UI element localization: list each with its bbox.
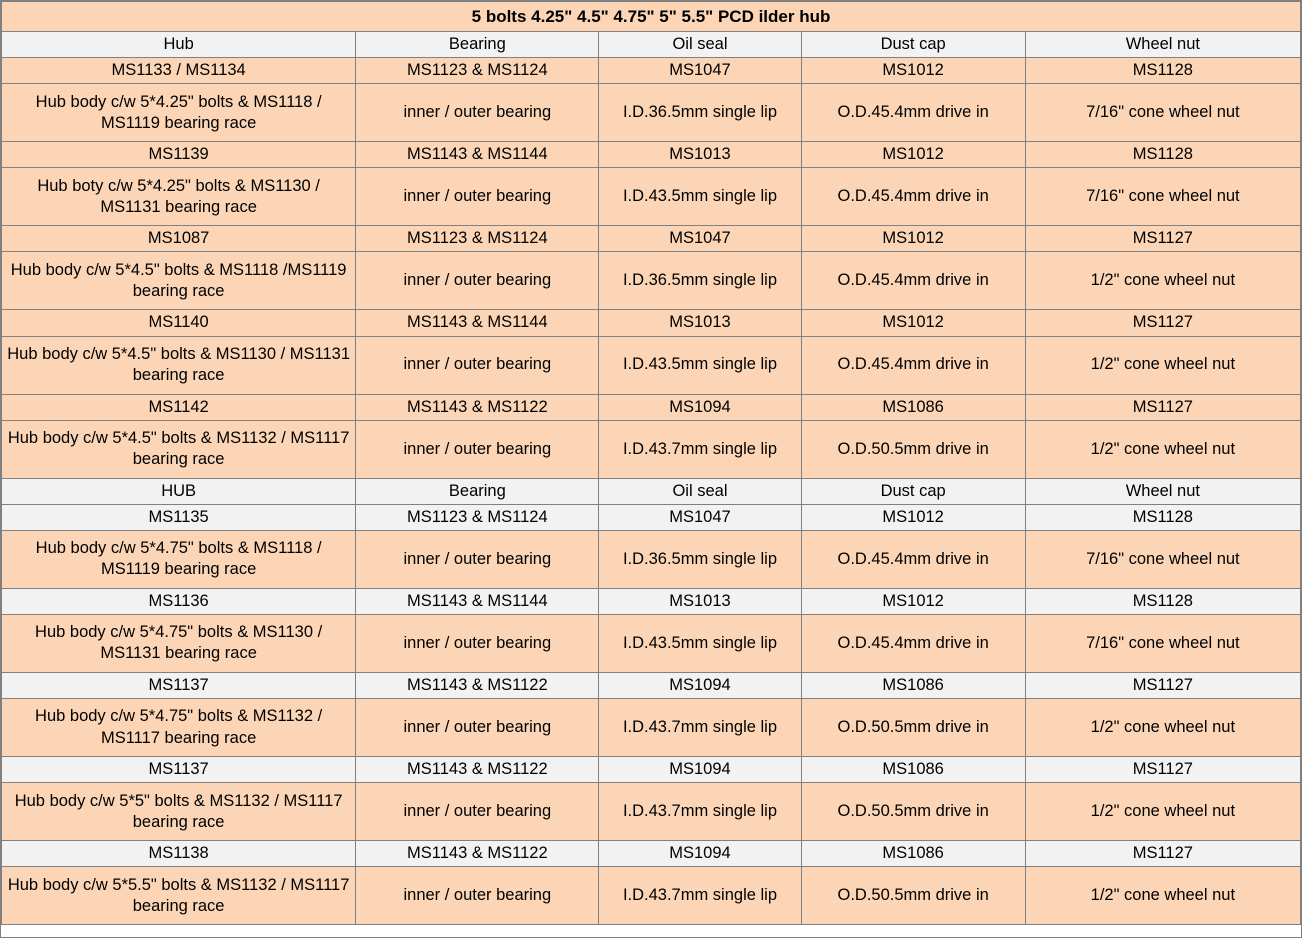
column-header-row <box>2 478 1301 504</box>
table-cell[interactable]: MS1047 <box>599 226 801 252</box>
table-cell[interactable]: 1/2" cone wheel nut <box>1025 699 1300 757</box>
description-row <box>2 336 1301 394</box>
part-code-row <box>2 588 1301 614</box>
part-code-row <box>2 841 1301 867</box>
table-cell[interactable]: Bearing <box>356 478 599 504</box>
table-cell[interactable]: MS1012 <box>801 226 1025 252</box>
table-cell[interactable]: MS1137 <box>2 672 356 698</box>
table-cell[interactable]: MS1143 & MS1144 <box>356 588 599 614</box>
table-cell[interactable]: MS1086 <box>801 841 1025 867</box>
table-body <box>2 2 1301 925</box>
table-cell[interactable]: MS1128 <box>1025 588 1300 614</box>
table-cell[interactable]: MS1012 <box>801 310 1025 336</box>
hub-spec-table <box>1 1 1301 925</box>
part-code-row <box>2 226 1301 252</box>
table-cell[interactable]: MS1094 <box>599 841 801 867</box>
table-cell[interactable]: O.D.50.5mm drive in <box>801 420 1025 478</box>
table-cell[interactable]: MS1087 <box>2 226 356 252</box>
table-cell[interactable]: MS1139 <box>2 142 356 168</box>
table-cell[interactable]: inner / outer bearing <box>356 336 599 394</box>
part-code-row <box>2 142 1301 168</box>
table-cell[interactable]: MS1086 <box>801 757 1025 783</box>
table-cell[interactable]: MS1143 & MS1122 <box>356 672 599 698</box>
table-cell[interactable]: MS1140 <box>2 310 356 336</box>
table-cell[interactable]: MS1012 <box>801 588 1025 614</box>
table-cell[interactable]: Oil seal <box>599 478 801 504</box>
table-cell[interactable]: Hub <box>2 32 356 58</box>
table-cell[interactable]: 1/2" cone wheel nut <box>1025 252 1300 310</box>
table-cell[interactable]: HUB <box>2 478 356 504</box>
table-cell[interactable]: inner / outer bearing <box>356 84 599 142</box>
table-title-row <box>2 2 1301 32</box>
table-cell[interactable]: O.D.50.5mm drive in <box>801 867 1025 925</box>
table-cell[interactable]: MS1086 <box>801 394 1025 420</box>
table-cell[interactable]: MS1094 <box>599 394 801 420</box>
description-row <box>2 783 1301 841</box>
table-cell[interactable]: MS1143 & MS1144 <box>356 310 599 336</box>
table-cell[interactable]: MS1094 <box>599 757 801 783</box>
table-cell[interactable]: MS1127 <box>1025 841 1300 867</box>
table-cell[interactable]: inner / outer bearing <box>356 252 599 310</box>
table-cell[interactable]: 7/16" cone wheel nut <box>1025 168 1300 226</box>
table-cell[interactable]: I.D.43.5mm single lip <box>599 336 801 394</box>
table-cell[interactable]: I.D.43.7mm single lip <box>599 699 801 757</box>
column-header-row <box>2 32 1301 58</box>
table-cell[interactable]: MS1047 <box>599 504 801 530</box>
table-cell[interactable]: MS1143 & MS1122 <box>356 841 599 867</box>
table-cell[interactable]: I.D.43.7mm single lip <box>599 867 801 925</box>
table-cell[interactable]: Dust cap <box>801 478 1025 504</box>
table-cell[interactable]: MS1128 <box>1025 142 1300 168</box>
table-cell[interactable]: inner / outer bearing <box>356 168 599 226</box>
table-cell[interactable]: Bearing <box>356 32 599 58</box>
table-cell[interactable]: I.D.43.7mm single lip <box>599 783 801 841</box>
table-cell[interactable]: inner / outer bearing <box>356 699 599 757</box>
table-cell[interactable]: I.D.36.5mm single lip <box>599 530 801 588</box>
table-cell[interactable]: 1/2" cone wheel nut <box>1025 420 1300 478</box>
description-row <box>2 84 1301 142</box>
table-cell[interactable]: inner / outer bearing <box>356 783 599 841</box>
table-cell[interactable]: Hub body c/w 5*5" bolts & MS1132 / MS1117 bearing race <box>2 783 356 841</box>
table-cell[interactable]: 1/2" cone wheel nut <box>1025 867 1300 925</box>
table-cell[interactable]: I.D.43.5mm single lip <box>599 168 801 226</box>
part-code-row <box>2 672 1301 698</box>
table-cell[interactable]: MS1128 <box>1025 504 1300 530</box>
table-cell[interactable]: MS1128 <box>1025 58 1300 84</box>
table-cell[interactable]: Hub body c/w 5*4.75" bolts & MS1130 / MS1131 bearing race <box>2 614 356 672</box>
table-cell[interactable]: MS1136 <box>2 588 356 614</box>
table-cell[interactable]: I.D.43.5mm single lip <box>599 614 801 672</box>
table-cell[interactable]: MS1142 <box>2 394 356 420</box>
table-cell[interactable]: MS1123 & MS1124 <box>356 226 599 252</box>
table-cell[interactable]: O.D.45.4mm drive in <box>801 336 1025 394</box>
table-cell[interactable]: 7/16" cone wheel nut <box>1025 530 1300 588</box>
table-cell[interactable]: O.D.45.4mm drive in <box>801 614 1025 672</box>
table-cell[interactable]: O.D.45.4mm drive in <box>801 84 1025 142</box>
table-cell[interactable]: Hub body c/w 5*5.5" bolts & MS1132 / MS1117 bearing race <box>2 867 356 925</box>
table-cell[interactable]: MS1133 / MS1134 <box>2 58 356 84</box>
description-row <box>2 867 1301 925</box>
table-cell[interactable]: 1/2" cone wheel nut <box>1025 336 1300 394</box>
table-cell[interactable]: MS1086 <box>801 672 1025 698</box>
description-row <box>2 168 1301 226</box>
part-code-row <box>2 504 1301 530</box>
table-cell[interactable]: MS1127 <box>1025 310 1300 336</box>
description-row <box>2 420 1301 478</box>
table-cell[interactable]: Oil seal <box>599 32 801 58</box>
table-cell[interactable]: MS1135 <box>2 504 356 530</box>
table-cell[interactable]: O.D.45.4mm drive in <box>801 168 1025 226</box>
table-cell[interactable]: I.D.43.7mm single lip <box>599 420 801 478</box>
description-row <box>2 252 1301 310</box>
table-cell[interactable]: Hub body c/w 5*4.5" bolts & MS1130 / MS1131 bearing race <box>2 336 356 394</box>
table-cell[interactable]: MS1012 <box>801 504 1025 530</box>
table-cell[interactable]: MS1127 <box>1025 672 1300 698</box>
table-cell[interactable]: MS1123 & MS1124 <box>356 504 599 530</box>
table-cell[interactable]: O.D.45.4mm drive in <box>801 530 1025 588</box>
table-cell[interactable]: MS1143 & MS1144 <box>356 142 599 168</box>
table-cell[interactable]: Hub body c/w 5*4.5" bolts & MS1118 /MS1119 bearing race <box>2 252 356 310</box>
table-cell[interactable]: Hub body c/w 5*4.75" bolts & MS1132 / MS1117 bearing race <box>2 699 356 757</box>
table-cell[interactable]: 1/2" cone wheel nut <box>1025 783 1300 841</box>
table-cell[interactable]: MS1127 <box>1025 394 1300 420</box>
table-cell[interactable]: Dust cap <box>801 32 1025 58</box>
part-code-row <box>2 58 1301 84</box>
part-code-row <box>2 757 1301 783</box>
page-title: 5 bolts 4.25" 4.5" 4.75" 5" 5.5" PCD ilder hub <box>2 2 1301 32</box>
table-cell[interactable]: MS1094 <box>599 672 801 698</box>
table-cell[interactable]: 7/16" cone wheel nut <box>1025 84 1300 142</box>
table-cell[interactable]: MS1012 <box>801 58 1025 84</box>
table-cell[interactable]: MS1013 <box>599 142 801 168</box>
part-code-row <box>2 394 1301 420</box>
table-cell[interactable]: inner / outer bearing <box>356 867 599 925</box>
table-cell[interactable]: I.D.36.5mm single lip <box>599 252 801 310</box>
description-row <box>2 614 1301 672</box>
table-cell[interactable]: inner / outer bearing <box>356 530 599 588</box>
table-cell[interactable]: MS1123 & MS1124 <box>356 58 599 84</box>
table-cell[interactable]: Hub boty c/w 5*4.25" bolts & MS1130 / MS1131 bearing race <box>2 168 356 226</box>
table-cell[interactable]: Wheel nut <box>1025 478 1300 504</box>
table-cell[interactable]: MS1138 <box>2 841 356 867</box>
table-cell[interactable]: inner / outer bearing <box>356 420 599 478</box>
table-cell[interactable]: MS1137 <box>2 757 356 783</box>
table-cell[interactable]: Hub body c/w 5*4.5" bolts & MS1132 / MS1117 bearing race <box>2 420 356 478</box>
table-cell[interactable]: MS1013 <box>599 588 801 614</box>
table-cell[interactable]: MS1013 <box>599 310 801 336</box>
description-row <box>2 530 1301 588</box>
table-cell[interactable]: MS1012 <box>801 142 1025 168</box>
table-cell[interactable]: O.D.45.4mm drive in <box>801 252 1025 310</box>
table-cell[interactable]: MS1127 <box>1025 226 1300 252</box>
table-cell[interactable]: O.D.50.5mm drive in <box>801 699 1025 757</box>
description-row <box>2 699 1301 757</box>
part-code-row <box>2 310 1301 336</box>
table-cell[interactable]: MS1143 & MS1122 <box>356 757 599 783</box>
table-cell[interactable]: MS1143 & MS1122 <box>356 394 599 420</box>
table-cell[interactable]: MS1127 <box>1025 757 1300 783</box>
table-cell[interactable]: Wheel nut <box>1025 32 1300 58</box>
table-cell[interactable]: inner / outer bearing <box>356 614 599 672</box>
table-cell[interactable]: 7/16" cone wheel nut <box>1025 614 1300 672</box>
table-cell[interactable]: Hub body c/w 5*4.25" bolts & MS1118 / MS1119 bearing race <box>2 84 356 142</box>
table-cell[interactable]: O.D.50.5mm drive in <box>801 783 1025 841</box>
table-cell[interactable]: MS1047 <box>599 58 801 84</box>
table-cell[interactable]: I.D.36.5mm single lip <box>599 84 801 142</box>
table-cell[interactable]: Hub body c/w 5*4.75" bolts & MS1118 / MS1119 bearing race <box>2 530 356 588</box>
